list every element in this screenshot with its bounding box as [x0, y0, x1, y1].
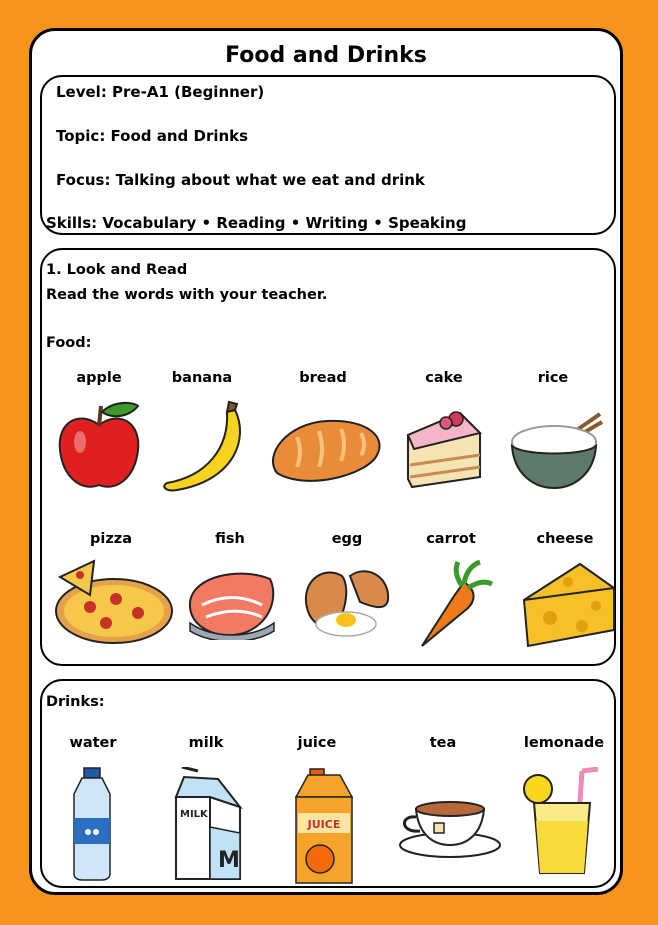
juice-carton-icon	[290, 767, 358, 885]
cheese-icon	[520, 560, 618, 650]
instruction-text: Read the words with your teacher.	[46, 287, 328, 303]
section-heading: 1. Look and Read	[46, 262, 188, 278]
svg-text:M: M	[218, 848, 240, 873]
banana-icon	[157, 398, 257, 498]
food-word-rice: rice	[537, 370, 569, 386]
level-text: Level: Pre-A1 (Beginner)	[56, 83, 265, 101]
drink-word-milk: milk	[188, 735, 224, 751]
egg-icon	[300, 562, 396, 642]
drink-word-lemonade: lemonade	[523, 735, 605, 751]
food-word-cake: cake	[425, 370, 463, 386]
drinks-label: Drinks:	[46, 694, 105, 710]
food-word-egg: egg	[331, 531, 363, 547]
look-and-read-section	[40, 248, 616, 666]
pizza-icon	[50, 555, 174, 647]
skills-text: Skills: Vocabulary • Reading • Writing • Speaking	[46, 214, 467, 232]
rice-bowl-icon	[504, 412, 604, 492]
drink-word-tea: tea	[429, 735, 457, 751]
food-word-carrot: carrot	[426, 531, 476, 547]
page-title: Food and Drinks	[225, 43, 427, 68]
food-word-bread: bread	[299, 370, 347, 386]
drinks-section	[40, 679, 616, 888]
apple-icon	[54, 400, 144, 495]
lemonade-glass-icon	[518, 767, 602, 879]
food-word-cheese: cheese	[536, 531, 594, 547]
drink-word-juice: juice	[297, 735, 337, 751]
milk-carton-icon	[170, 767, 246, 883]
carrot-icon	[414, 560, 494, 650]
info-box	[40, 75, 616, 235]
food-word-apple: apple	[76, 370, 122, 386]
cake-icon	[400, 405, 486, 495]
bread-icon	[267, 415, 385, 490]
food-word-pizza: pizza	[89, 531, 132, 547]
food-label: Food:	[46, 335, 92, 351]
food-word-fish: fish	[215, 531, 245, 547]
tea-cup-icon	[396, 789, 504, 861]
topic-text: Topic: Food and Drinks	[56, 127, 249, 145]
focus-text: Focus: Talking about what we eat and drink	[56, 171, 425, 189]
worksheet	[29, 28, 623, 895]
svg-text:JUICE: JUICE	[307, 818, 341, 831]
svg-text:MILK: MILK	[180, 809, 208, 820]
food-word-banana: banana	[171, 370, 233, 386]
fish-icon	[182, 565, 282, 640]
water-bottle-icon	[68, 766, 116, 881]
drink-word-water: water	[69, 735, 117, 751]
